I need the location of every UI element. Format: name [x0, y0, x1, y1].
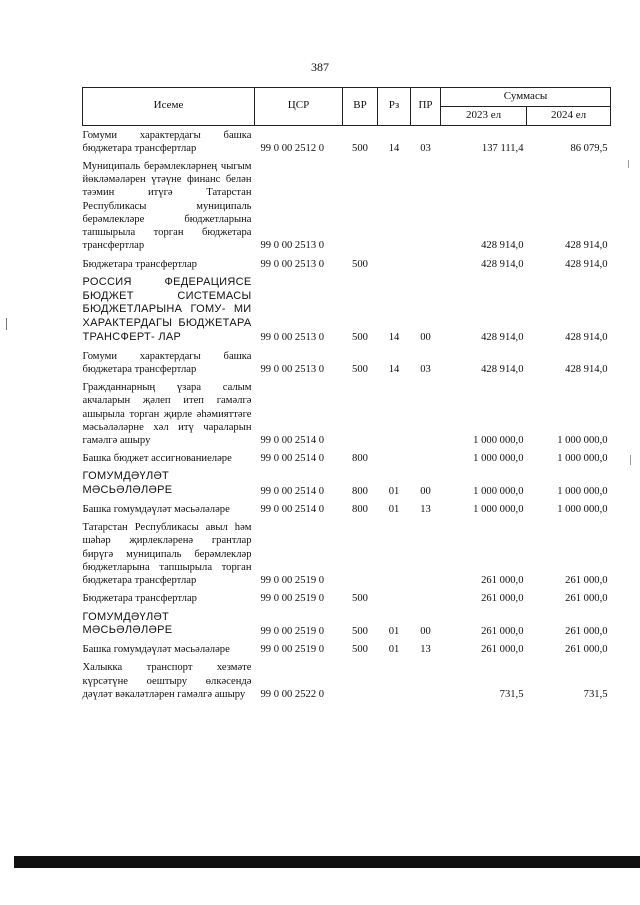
row-rz-code: [378, 157, 411, 255]
table-row: [83, 467, 611, 500]
row-name: Бюджетара трансфертлар: [82, 593, 197, 605]
row-csr-code: 99 0 00 2519 0: [260, 644, 325, 656]
scan-mark: [628, 160, 629, 168]
table-header: [83, 88, 611, 126]
row-rz-code: 14: [388, 332, 400, 344]
row-vr-code: 800: [352, 453, 368, 465]
row-csr-code: 99 0 00 2514 0: [260, 453, 325, 465]
row-csr-code: 99 0 00 2513 0: [260, 258, 325, 270]
row-amount-2023: 261 000,0: [481, 593, 524, 605]
row-pr-code: [411, 518, 441, 589]
row-rz-code: [378, 449, 411, 467]
row-csr-code: 99 0 00 2519 0: [260, 575, 325, 587]
row-amount-2023: 428 914,0: [481, 363, 524, 375]
row-pr-code: 00: [420, 332, 431, 344]
row-pr-code: [411, 449, 441, 467]
row-csr-code: 99 0 00 2514 0: [260, 485, 325, 497]
row-pr-code: [411, 589, 441, 607]
row-amount-2023: 137 111,4: [481, 142, 524, 154]
table-row: [83, 640, 611, 658]
row-name: Гомуми характердагы башка бюджетара трансфертлар: [82, 129, 252, 154]
row-vr-code: 500: [352, 625, 368, 637]
row-amount-2024: 428 914,0: [565, 332, 608, 344]
row-pr-code: 00: [420, 485, 431, 497]
row-vr-code: 500: [352, 142, 368, 154]
table-row: [83, 157, 611, 255]
row-pr-code: [411, 157, 441, 255]
table-row: [83, 658, 611, 703]
row-pr-code: [411, 378, 441, 449]
row-pr-code: 03: [420, 142, 431, 154]
row-name: Башка гомумдәүләт мәсьәләләре: [82, 644, 230, 656]
row-amount-2023: 731,5: [499, 688, 524, 700]
row-vr-code: 500: [352, 363, 368, 375]
row-rz-code: [378, 589, 411, 607]
row-csr-code: 99 0 00 2519 0: [260, 593, 325, 605]
row-vr-code: 800: [352, 503, 368, 515]
row-rz-code: [378, 378, 411, 449]
row-rz-code: [378, 518, 411, 589]
table-row: [83, 608, 611, 641]
row-amount-2024: 261 000,0: [565, 644, 608, 656]
row-rz-code: 14: [388, 142, 400, 154]
table-row: [83, 500, 611, 518]
column-header-2023: 2023 ел: [441, 106, 527, 125]
row-name: Халыкка транспорт хезмәте күрсәтүне оештыру өлкәсендә дәүләт вәкаләтләрен гамәлгә ашыру: [82, 662, 252, 700]
row-amount-2024: 1 000 000,0: [557, 485, 608, 497]
row-csr-code: 99 0 00 2514 0: [260, 503, 325, 515]
row-amount-2024: 428 914,0: [565, 240, 608, 252]
page-number: 387: [311, 60, 329, 74]
row-csr-code: 99 0 00 2514 0: [260, 435, 325, 446]
row-vr-code: [343, 658, 378, 703]
row-amount-2023: 1 000 000,0: [473, 503, 524, 515]
row-amount-2023: 261 000,0: [481, 625, 524, 637]
row-csr-code: 99 0 00 2513 0: [260, 240, 325, 252]
row-vr-code: 800: [352, 485, 368, 497]
row-csr-code: 99 0 00 2512 0: [260, 142, 325, 154]
row-name: Гражданнарның үзара салым акчаларын җәлеп итеп гамәлгә ашырыла торган җирле әһәмияттәге мәсьәләләрне хәл итү чараларын гамәлгә ашыру: [82, 382, 252, 446]
row-amount-2024: 261 000,0: [565, 625, 608, 637]
table-row: [83, 255, 611, 273]
table-row: [83, 347, 611, 378]
row-name: РОССИЯ ФЕДЕРАЦИЯСЕ БЮДЖЕТ СИСТЕМАСЫ БЮДЖЕТЛАРЫНА ГОМУ- МИ ХАРАКТЕРДАГЫ БЮДЖЕТАРА ТРАНСФЕРТ- ЛАР: [82, 275, 252, 343]
table-row: [83, 449, 611, 467]
row-vr-code: 500: [352, 644, 368, 656]
row-pr-code: [411, 658, 441, 703]
row-amount-2023: 1 000 000,0: [473, 485, 524, 497]
row-name: ГОМУМДӘҮЛӘТ МӘСЬӘЛӘЛӘРЕ: [82, 610, 173, 637]
row-pr-code: 13: [420, 644, 431, 656]
table-body: [83, 125, 611, 703]
scan-mark: [630, 455, 631, 465]
row-amount-2024: 1 000 000,0: [557, 503, 608, 515]
row-name: ГОМУМДӘҮЛӘТ МӘСЬӘЛӘЛӘРЕ: [82, 470, 173, 497]
row-csr-code: 99 0 00 2513 0: [260, 332, 325, 344]
row-vr-code: 500: [352, 258, 368, 270]
row-name: Башка бюджет ассигнованиеләре: [82, 453, 232, 465]
row-amount-2024: 428 914,0: [565, 363, 608, 375]
scan-mark: [6, 318, 7, 330]
row-csr-code: 99 0 00 2519 0: [260, 625, 325, 637]
table-row: [83, 125, 611, 157]
column-header-name: Исеме: [83, 88, 255, 126]
row-amount-2024: 86 079,5: [570, 142, 608, 154]
row-amount-2024: 261 000,0: [565, 575, 608, 587]
row-vr-code: [343, 378, 378, 449]
row-amount-2023: 428 914,0: [481, 332, 524, 344]
column-header-rz: Рз: [378, 88, 411, 126]
row-pr-code: 00: [420, 625, 431, 637]
row-name: Бюджетара трансфертлар: [82, 258, 197, 270]
row-rz-code: 14: [388, 363, 400, 375]
row-amount-2023: 428 914,0: [481, 240, 524, 252]
row-amount-2024: 261 000,0: [565, 593, 608, 605]
row-rz-code: [378, 255, 411, 273]
column-header-vr: ВР: [343, 88, 378, 126]
row-rz-code: [378, 658, 411, 703]
row-csr-code: 99 0 00 2522 0: [260, 688, 325, 700]
row-vr-code: 500: [352, 593, 368, 605]
row-amount-2024: 1 000 000,0: [557, 453, 608, 465]
row-vr-code: 500: [352, 332, 368, 344]
column-header-sums: Суммасы: [441, 88, 611, 107]
row-name: Гомуми характердагы башка бюджетара трансфертлар: [82, 350, 252, 375]
row-amount-2023: 1 000 000,0: [473, 453, 524, 465]
column-header-2024: 2024 ел: [527, 106, 611, 125]
row-amount-2024: 1 000 000,0: [557, 435, 608, 446]
column-header-pr: ПР: [411, 88, 441, 126]
row-csr-code: 99 0 00 2513 0: [260, 363, 325, 375]
row-vr-code: [343, 518, 378, 589]
budget-table: [82, 87, 611, 703]
table-row: [83, 273, 611, 347]
row-name: Татарстан Республикасы авыл һәм шәһәр җирлекләренә грантлар бирүгә муниципаль берәмлекләр бюджетларына тапшырыла торган бюджетара трансфертлар: [82, 522, 252, 587]
row-amount-2023: 261 000,0: [481, 644, 524, 656]
row-pr-code: 13: [420, 503, 431, 515]
row-amount-2023: 1 000 000,0: [473, 435, 524, 446]
scan-border-bar: [14, 856, 640, 868]
table-row: [83, 518, 611, 589]
row-amount-2024: 731,5: [583, 688, 608, 700]
row-amount-2023: 428 914,0: [481, 258, 524, 270]
table-row: [83, 378, 611, 449]
row-amount-2023: 261 000,0: [481, 575, 524, 587]
row-rz-code: 01: [388, 503, 400, 515]
row-rz-code: 01: [388, 485, 400, 497]
row-vr-code: [343, 157, 378, 255]
column-header-csr: ЦСР: [255, 88, 343, 126]
table-row: [83, 589, 611, 607]
row-pr-code: 03: [420, 363, 431, 375]
row-rz-code: 01: [388, 625, 400, 637]
row-amount-2024: 428 914,0: [565, 258, 608, 270]
row-pr-code: [411, 255, 441, 273]
row-rz-code: 01: [388, 644, 400, 656]
row-name: Башка гомумдәүләт мәсьәләләре: [82, 503, 230, 515]
row-name: Муниципаль берәмлекләрнең чыгым йөкләмәләрен үтәүне финанс белән тәэмин итүгә Татарстан Республикасы муниципаль берәмлекләре бюджетларына тапшырыла торган бюджетара трансфертлар: [82, 160, 252, 252]
